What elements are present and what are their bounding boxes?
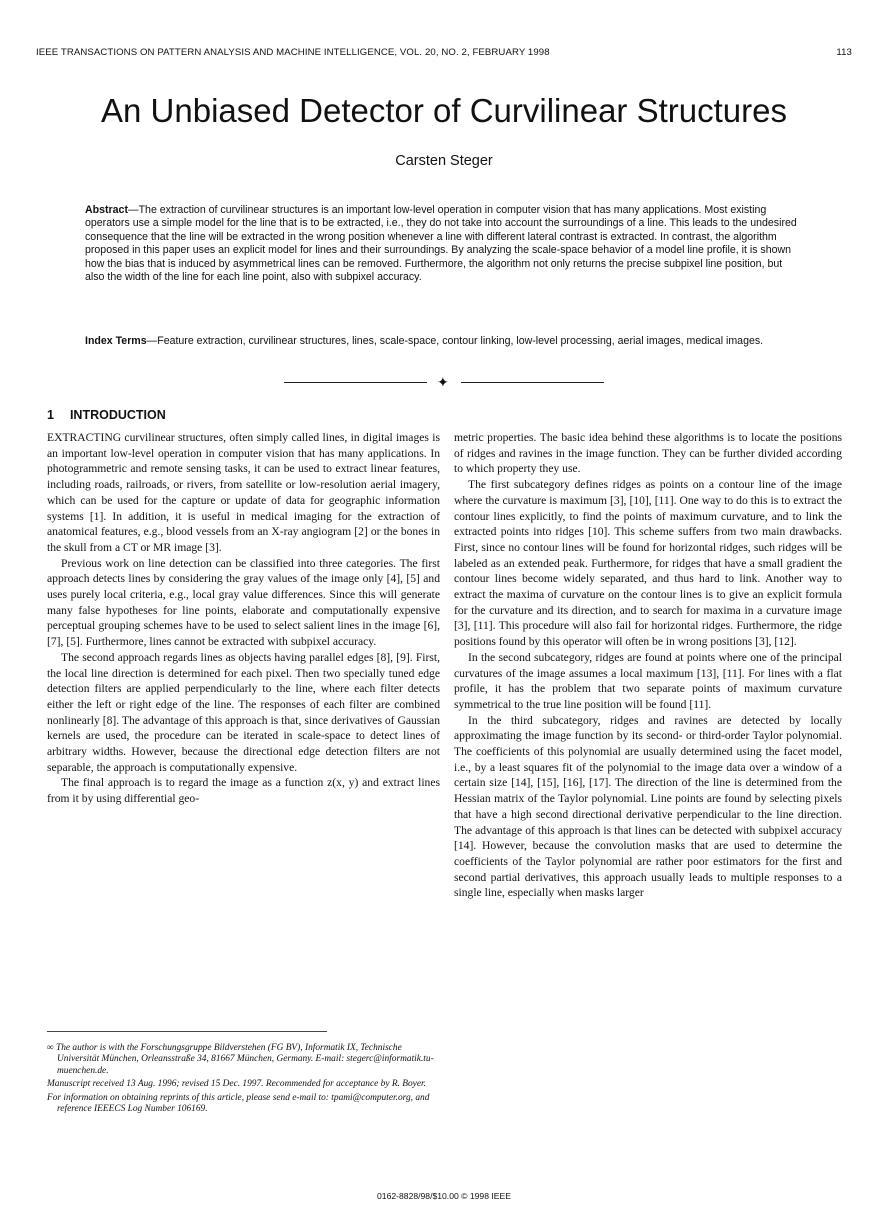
index-terms-label: Index Terms [85,335,147,347]
footnotes [47,1043,440,1117]
divider-line-right [461,382,604,383]
text-column-right [454,430,842,1150]
paragraph: In the second subcategory, ridges are found at points where one of the principal curvatures of the image assumes a local maximum [13], [11]. For lines with a flat profile, it has the problem that two separate points of maximum curvature symmetrical to the true line position will be found [11]. [454,650,842,711]
section-title: INTRODUCTION [69,408,166,422]
section-heading [47,408,166,422]
author-name: Carsten Steger [395,153,493,169]
diamond-icon: ✦ [437,375,449,391]
paragraph: The final approach is to regard the image as a function z(x, y) and extract lines from it by using differential geo- [47,776,440,806]
copyright-footer: 0162-8828/98/$10.00 © 1998 IEEE [377,1191,511,1201]
footnote-affiliation: ∞ The author is with the Forschungsgruppe Bildverstehen (FG BV), Informatik IX, Technische Universität München, Orleansstraße 34, 81667 München, Germany. E-mail: stegerc@informatik.tu-muenchen.de. [47,1043,434,1076]
page-number: 113 [836,47,852,58]
paper-title: An Unbiased Detector of Curvilinear Structures [101,92,787,129]
footnote-manuscript: Manuscript received 13 Aug. 1996; revised 15 Dec. 1997. Recommended for acceptance by R. Boyer. [47,1079,426,1090]
section-divider [0,375,888,391]
footnote-reprints: For information on obtaining reprints of this article, please send e-mail to: tpami@computer.org, and reference IEEECS Log Number 106169. [47,1092,430,1115]
abstract [85,204,803,284]
index-terms [85,335,803,348]
journal-header: IEEE TRANSACTIONS ON PATTERN ANALYSIS AND MACHINE INTELLIGENCE, VOL. 20, NO. 2, FEBRUARY 1998 [36,47,550,58]
paragraph: EXTRACTING curvilinear structures, often simply called lines, in digital images is an important low-level operation in computer vision that has many applications. In photogrammetric and remote sensing tasks, it can be used to extract linear features, including roads, railroads, or rivers, from satellite or low-resolution aerial imagery, which can be used for the capture or update of data for geographic information systems [1]. In addition, it is useful in medical imaging for the extraction of anatomical features, e.g., blood vessels from an X-ray angiogram [2] or the bones in the skull from a CT or MR image [3]. [47,431,440,554]
paragraph: The second approach regards lines as objects having parallel edges [8], [9]. First, the local line direction is determined for each pixel. Then two specially tuned edge detection filters are applied perpendicularly to the line, where each filter detects either the left or right edge of the line. The responses of each filter are combined nonlinearly [8]. The advantage of this approach is that, since derivatives of Gaussian kernels are used, the procedure can be iterated in scale-space to detect lines of arbitrary widths. However, because the directional edge detection filters are not separable, the approach is computationally expensive. [47,650,440,774]
paragraph: Previous work on line detection can be classified into three categories. The first approach detects lines by considering the gray values of the image only [4], [5] and uses purely local criteria, e.g., local gray value differences. Since this will generate many false hypotheses for line points, elaborate and computationally expensive perceptual grouping schemes have to be used to select salient lines in the image [6], [7], [5]. Furthermore, lines cannot be extracted with subpixel accuracy. [47,556,440,649]
paragraph: metric properties. The basic idea behind these algorithms is to locate the positions of ridges and ravines in the image function. They can be further divided according to which property they use. [454,431,842,476]
text-column-left [47,430,440,1020]
footnote-rule [47,1031,327,1032]
abstract-text: —The extraction of curvilinear structures is an important low-level operation in computer vision that has many applications. Most existing operators use a simple model for the line that is to be extracted, i.e., they do not take into account the surroundings of a line. This leads to the undesired consequence that the line will be extracted in the wrong position whenever a line with different lateral contrast is extracted. In contrast, the algorithm proposed in this paper uses an explicit model for lines and their surroundings. By analyzing the scale-space behavior of a model line profile, it is shown how the bias that is induced by asymmetrical lines can be removed. Furthermore, the algorithm not only returns the precise subpixel line position, but also the width of the line for each line point, also with subpixel accuracy. [85,204,797,284]
abstract-label: Abstract [85,204,128,216]
paragraph: In the third subcategory, ridges and ravines are detected by locally approximating the image function by its second- or third-order Taylor polynomial. The coefficients of this polynomial are usually determined using the facet model, i.e., by a least squares fit of the polynomial to the image data over a window of a certain size [14], [15], [16], [17]. The direction of the line is determined from the Hessian matrix of the Taylor polynomial. Line points are found by selecting pixels that have a high second directional derivative perpendicular to the line direction. The advantage of this approach is that lines can be detected with subpixel accuracy [14]. However, because the convolution masks that are used to determine the coefficients of the Taylor polynomial are rather poor estimators for the first and second partial derivatives, this approach usually leads to multiple responses to a single line, especially when masks larger [454,713,842,900]
index-terms-text: —Feature extraction, curvilinear structures, lines, scale-space, contour linking, low-level processing, aerial images, medical images. [146,335,764,347]
divider-line-left [284,382,427,383]
paragraph: The first subcategory defines ridges as points on a contour line of the image where the curvature is maximum [3], [10], [11]. One way to do this is to extract the contour lines explicitly, to find the points of maximum curvature, and to link the extracted points into ridges [10]. This scheme suffers from two main drawbacks. First, since no contour lines will be found for horizontal ridges, such ridges will be labeled as an extended peak. Furthermore, for ridges that have a small gradient the contour lines become widely separated, and thus hard to link. Another way to extract the maxima of curvature on the contour lines is to give an explicit formula for the curvature and its direction, and to search for maxima in a curvature image [3], [11]. This procedure will also fail for horizontal ridges. Furthermore, the ridge positions found by this operator will often be in wrong positions [3], [12]. [454,478,842,649]
section-number: 1 [47,408,54,422]
